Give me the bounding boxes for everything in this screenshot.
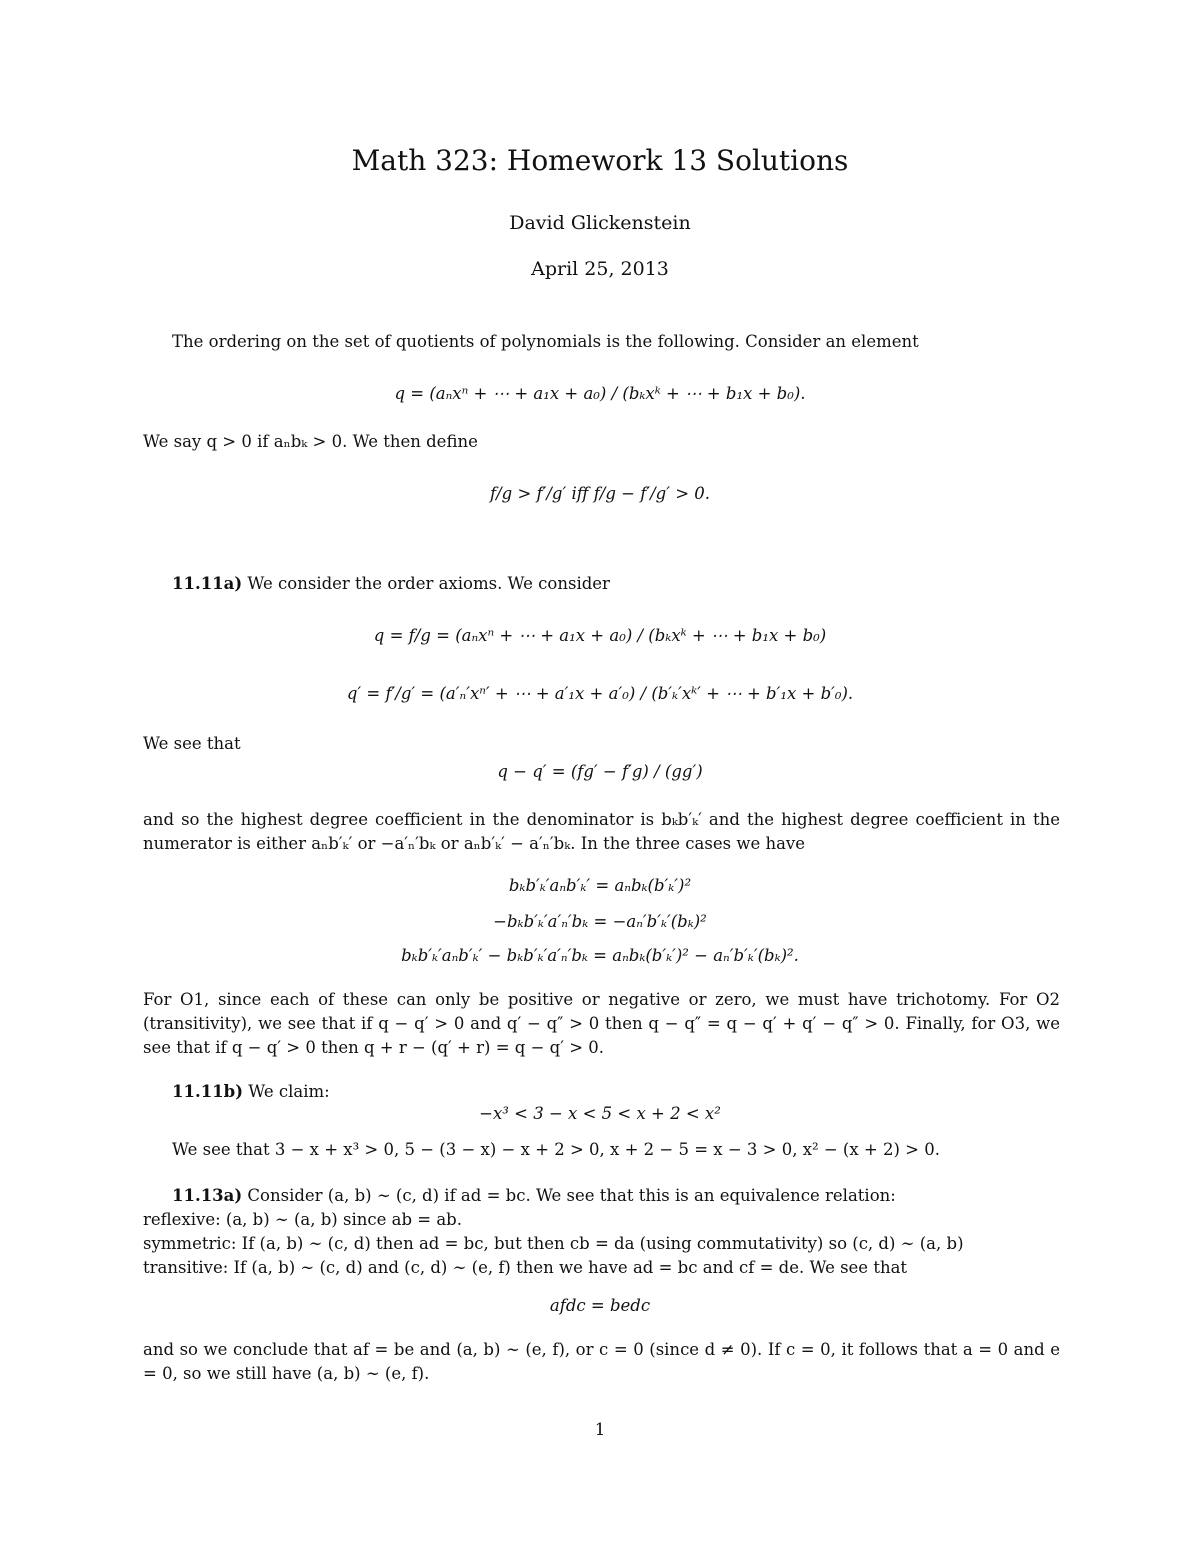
section-11-13a-heading [172, 1184, 896, 1208]
page-number: 1 [594, 1420, 606, 1440]
equation-q-diff: q − q′ = (fg′ − f′g) / (gg′) [497, 762, 703, 781]
case-1-equation: bₖb′ₖ′aₙb′ₖ′ = aₙbₖ(b′ₖ′)² [508, 876, 692, 895]
conclusion-paragraph: and so we conclude that af = be and (a, b) ∼ (e, f), or c = 0 (since d ≠ 0). If c = 0, it follows that a = 0 and e = 0, so we still have (a, b) ∼ (e, f). [143, 1340, 1060, 1383]
transitive-line: transitive: If (a, b) ∼ (c, d) and (c, d) ∼ (e, f) then we have ad = bc and cf = de. We see that [143, 1258, 908, 1277]
claim-inequality: −x³ < 3 − x < 5 < x + 2 < x² [479, 1104, 721, 1123]
intro-text: The ordering on the set of quotients of polynomials is the following. Consider an element [172, 332, 919, 351]
section-label: 11.13a) [172, 1186, 243, 1205]
section-label: 11.11b) [172, 1082, 244, 1101]
case-3-equation: bₖb′ₖ′aₙb′ₖ′ − bₖb′ₖ′a′ₙ′bₖ = aₙbₖ(b′ₖ′)² − aₙ′b′ₖ′(bₖ)². [401, 946, 799, 965]
intro-define-text: We say q > 0 if aₙbₖ > 0. We then define [143, 432, 478, 451]
document-title: Math 323: Homework 13 Solutions [351, 144, 849, 177]
equation-q-fraction: q = f/g = (aₙxⁿ + ⋯ + a₁x + a₀) / (bₖxᵏ + ⋯ + b₁x + b₀) [373, 626, 827, 645]
symmetric-line: symmetric: If (a, b) ∼ (c, d) then ad = bc, but then cb = da (using commutativity) so (c, d) ∼ (a, b) [143, 1234, 964, 1253]
equation-afdc: afdc = bedc [549, 1296, 651, 1315]
see-that-text: We see that [143, 734, 241, 753]
section-text: Consider (a, b) ∼ (c, d) if ad = bc. We see that this is an equivalence relation: [247, 1186, 896, 1205]
section-text: We consider the order axioms. We consider [247, 574, 610, 593]
section-label: 11.11a) [172, 574, 243, 593]
section-text: We claim: [248, 1082, 330, 1101]
section-11-11a-heading [172, 572, 610, 596]
equation-q-prime-fraction: q′ = f′/g′ = (a′ₙ′xⁿ′ + ⋯ + a′₁x + a′₀) / (b′ₖ′xᵏ′ + ⋯ + b′₁x + b′₀). [346, 684, 854, 703]
order-axioms-paragraph: For O1, since each of these can only be positive or negative or zero, we must have trichotomy. For O2 (transitivity), we see that if q − q′ > 0 and q′ − q″ > 0 then q − q″ = q − q′ + q′ − q″ > 0. Finally, for O3, we see that if q − q′ > 0 then q + r − (q′ + r) = q − q′ > 0. [143, 990, 1060, 1057]
equation-order: f/g > f′/g′ iff f/g − f′/g′ > 0. [489, 484, 711, 503]
date: April 25, 2013 [531, 258, 669, 280]
case-2-equation: −bₖb′ₖ′a′ₙ′bₖ = −aₙ′b′ₖ′(bₖ)² [493, 912, 707, 931]
section-11-11b-heading [172, 1080, 330, 1104]
author: David Glickenstein [509, 212, 691, 234]
equation-q: q = (aₙxⁿ + ⋯ + a₁x + a₀) / (bₖxᵏ + ⋯ + b₁x + b₀). [394, 384, 806, 403]
coefficient-paragraph: and so the highest degree coefficient in the denominator is bₖb′ₖ′ and the highest degree coefficient in the numerator is either aₙb′ₖ′ or −a′ₙ′bₖ or aₙb′ₖ′ − a′ₙ′bₖ. In the three cases we have [143, 810, 1060, 853]
claim-verification: We see that 3 − x + x³ > 0, 5 − (3 − x) − x + 2 > 0, x + 2 − 5 = x − 3 > 0, x² − (x + 2) > 0. [172, 1140, 940, 1159]
reflexive-line: reflexive: (a, b) ∼ (a, b) since ab = ab. [143, 1210, 462, 1229]
